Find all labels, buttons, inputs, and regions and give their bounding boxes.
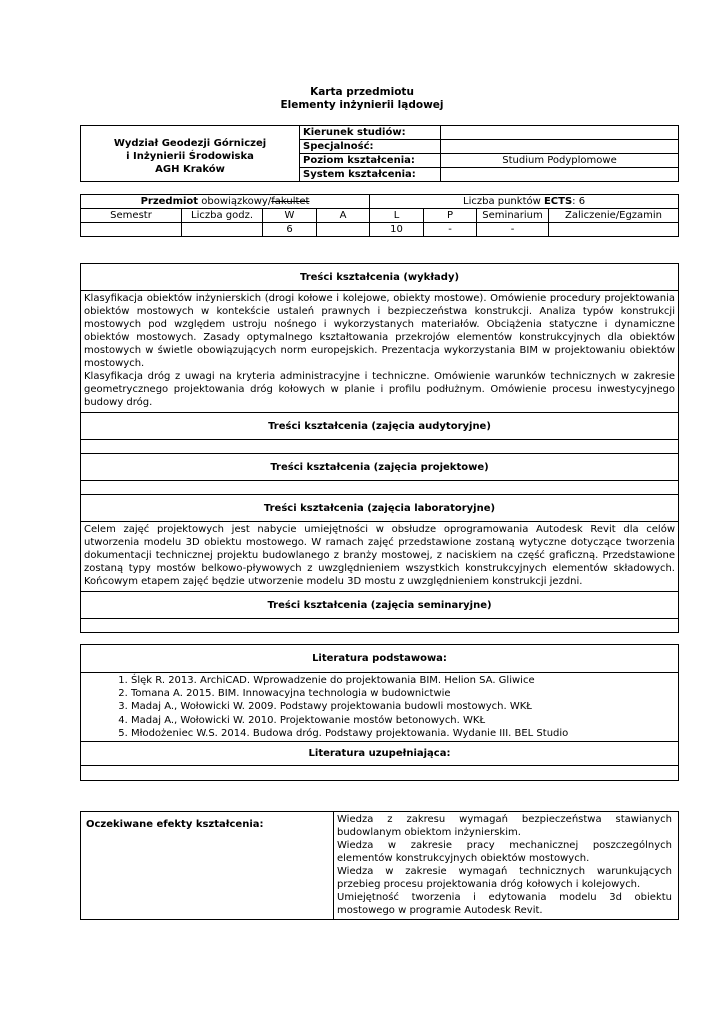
outcome-item: Wiedza w zakresie wymagań technicznych warunkujących przebieg procesu projektowania dróg kołowych i kolejowych. bbox=[337, 866, 672, 890]
value-l: 10 bbox=[370, 223, 424, 237]
lectures-text-cell bbox=[81, 291, 679, 413]
literature-item: 5. Młodożeniec W.S. 2014. Budowa dróg. Podstawy projektowania. Wydanie III. BEL Studio bbox=[131, 727, 675, 740]
course-table bbox=[80, 194, 679, 237]
course-elective-struck: fakultet bbox=[271, 196, 310, 207]
subject-title: Elementy inżynierii lądowej bbox=[280, 99, 444, 111]
specialty-label: Specjalność: bbox=[300, 140, 441, 154]
field-of-study-label: Kierunek studiów: bbox=[300, 126, 441, 140]
lectures-paragraph-2: Klasyfikacja dróg z uwagi na kryteria administracyjne i techniczne. Omówienie warunków technicznych w zakresie geometrycznego projektowania dróg kołowych w planie i profilu podłużnym. Omówienie procesu inwestycyjnego budowy dróg. bbox=[84, 371, 675, 408]
education-level-label: Poziom kształcenia: bbox=[300, 154, 441, 168]
literature-table bbox=[80, 644, 679, 781]
outcomes-table bbox=[80, 811, 679, 920]
course-label: Przedmiot bbox=[140, 196, 199, 207]
ects-label: ECTS bbox=[543, 196, 573, 207]
outcome-item: Umiejętność tworzenia i edytowania modelu 3d obiektu mostowego w programie Autodesk Revit. bbox=[337, 892, 672, 916]
col-header-seminar: Seminarium bbox=[477, 209, 549, 223]
seminar-text-cell bbox=[81, 619, 679, 633]
basic-literature-list bbox=[84, 674, 675, 740]
specialty-value bbox=[441, 140, 679, 154]
value-w: 6 bbox=[263, 223, 317, 237]
basic-literature-cell bbox=[81, 673, 679, 742]
auditory-heading: Treści kształcenia (zajęcia audytoryjne) bbox=[81, 413, 679, 440]
project-heading: Treści kształcenia (zajęcia projektowe) bbox=[81, 454, 679, 481]
study-info-table bbox=[80, 125, 679, 182]
col-header-w: W bbox=[263, 209, 317, 223]
outcome-item: Wiedza z zakresu wymagań bezpieczeństwa stawianych budowlanym obiektom inżynierskim. bbox=[337, 814, 672, 838]
basic-literature-heading: Literatura podstawowa: bbox=[81, 645, 679, 673]
lectures-heading: Treści kształcenia (wykłady) bbox=[81, 264, 679, 291]
ects-cell bbox=[370, 195, 679, 209]
outcomes-label: Oczekiwane efekty kształcenia: bbox=[81, 812, 334, 920]
col-header-p: P bbox=[424, 209, 477, 223]
field-of-study-value bbox=[441, 126, 679, 140]
value-assessment bbox=[549, 223, 679, 237]
literature-item: 4. Madaj A., Wołowicki W. 2010. Projektowanie mostów betonowych. WKŁ bbox=[131, 714, 675, 727]
lab-text-cell: Celem zajęć projektowych jest nabycie umiejętności w obsłudze oprogramowania Autodesk Revit dla celów utworzenia modelu 3D obiektu mostowego. W ramach zajęć przedstawione zostaną wytyczne dotyczące tworzenia dokumentacji technicznej projektu budowlanego z branży mostowej, z naciskiem na część graficzną. Przedstawione zostaną typy mostów belkowo-pływowych z uwzględnieniem wszystkich konstrukcyjnych elementów składowych. Końcowym etapem zajęć będzie utworzenie modelu 3D mostu z uwzględnieniem konstrukcji jezdni. bbox=[81, 522, 679, 592]
project-text-cell bbox=[81, 481, 679, 495]
extra-literature-cell bbox=[81, 766, 679, 781]
content-table bbox=[80, 263, 679, 633]
col-header-l: L bbox=[370, 209, 424, 223]
education-system-label: System kształcenia: bbox=[300, 168, 441, 182]
ects-prefix: Liczba punktów bbox=[463, 196, 544, 207]
ects-value: : 6 bbox=[572, 196, 586, 207]
lab-heading: Treści kształcenia (zajęcia laboratoryjne) bbox=[81, 495, 679, 522]
outcomes-cell bbox=[334, 812, 679, 920]
outcome-item: Wiedza w zakresie pracy mechanicznej poszczególnych elementów konstrukcyjnych obiektów mostowych. bbox=[337, 840, 672, 864]
auditory-text-cell bbox=[81, 440, 679, 454]
education-system-value bbox=[441, 168, 679, 182]
col-header-hours: Liczba godz. bbox=[182, 209, 263, 223]
literature-item: 1. Ślęk R. 2013. ArchiCAD. Wprowadzenie do projektowania BIM. Helion SA. Gliwice bbox=[131, 674, 675, 687]
faculty-cell bbox=[81, 126, 300, 182]
lectures-paragraph-1: Klasyfikacja obiektów inżynierskich (drogi kołowe i kolejowe, obiekty mostowe). Omówienie procedury projektowania obiektów mostowych w kontekście ustaleń prawnych i bezpieczeństwa konstrukcji. Analiza typów konstrukcji mostowych pod względem ustroju nośnego i wykorzystanych materiałów. Obciążenia statyczne i dynamiczne obiektów mostowych. Zasady optymalnego kształtowania przekrojów elementów konstrukcyjnych dla obiektów mostowych w świetle obowiązujących norm europejskich. Prezentacja wykorzystania BIM w projektowaniu obiektów mostowych. bbox=[84, 293, 675, 369]
extra-literature-heading: Literatura uzupełniająca: bbox=[81, 742, 679, 766]
col-header-semester: Semestr bbox=[81, 209, 182, 223]
faculty-line-3: AGH Kraków bbox=[155, 164, 225, 175]
literature-item: 3. Madaj A., Wołowicki W. 2009. Podstawy projektowania budowli mostowych. WKŁ bbox=[131, 700, 675, 713]
value-seminar: - bbox=[477, 223, 549, 237]
col-header-a: A bbox=[317, 209, 370, 223]
value-a bbox=[317, 223, 370, 237]
literature-item: 2. Tomana A. 2015. BIM. Innowacyjna technologia w budownictwie bbox=[131, 687, 675, 700]
faculty-line-1: Wydział Geodezji Górniczej bbox=[113, 138, 267, 149]
faculty-line-2: i Inżynierii Środowiska bbox=[126, 151, 254, 162]
document-title: Karta przedmiotu bbox=[310, 86, 414, 98]
seminar-heading: Treści kształcenia (zajęcia seminaryjne) bbox=[81, 592, 679, 619]
value-semester bbox=[81, 223, 182, 237]
col-header-assessment: Zaliczenie/Egzamin bbox=[549, 209, 679, 223]
value-hours bbox=[182, 223, 263, 237]
value-p: - bbox=[424, 223, 477, 237]
course-obligatory: obowiązkowy/ bbox=[198, 196, 272, 207]
education-level-value: Studium Podyplomowe bbox=[441, 154, 679, 168]
course-type-cell bbox=[81, 195, 370, 209]
